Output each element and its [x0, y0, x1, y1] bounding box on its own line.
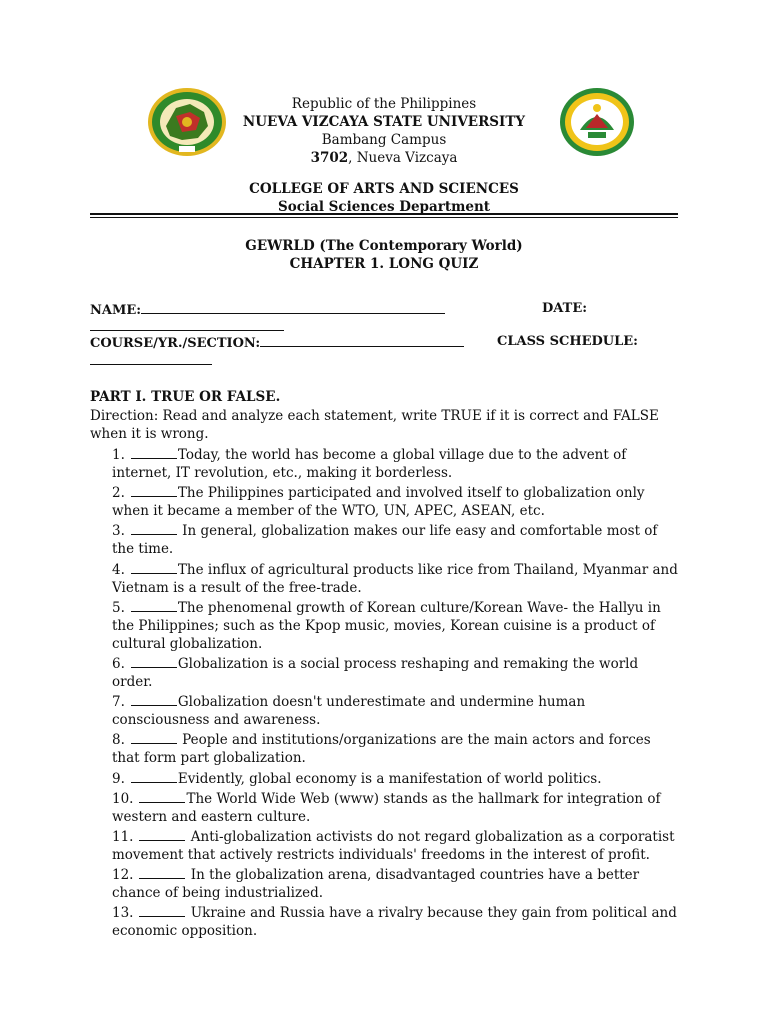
zip-code: 3702	[310, 150, 349, 166]
item-statement: Anti-globalization activists do not regard globalization as a corporatist movement that actively restricts individuals' freedoms in the interest of profit.	[112, 828, 675, 863]
answer-blank[interactable]	[131, 600, 177, 612]
answer-blank[interactable]	[131, 523, 177, 535]
list-item	[112, 484, 678, 520]
item-number: 6.	[112, 655, 125, 672]
department-header	[0, 180, 768, 216]
date-blank[interactable]	[90, 318, 284, 331]
item-number: 13.	[112, 905, 134, 922]
answer-blank[interactable]	[131, 447, 177, 459]
item-number: 4.	[112, 561, 125, 578]
department-name: Social Sciences Department	[277, 199, 491, 215]
schedule-blank-line[interactable]	[90, 352, 212, 369]
item-statement: Evidently, global economy is a manifestation of world politics.	[177, 770, 602, 787]
campus-line: Bambang Campus	[321, 132, 447, 148]
list-item	[112, 522, 678, 558]
item-statement: Globalization doesn't underestimate and undermine human consciousness and awareness.	[112, 694, 586, 729]
item-number: 3.	[112, 523, 125, 540]
answer-blank[interactable]	[139, 791, 185, 803]
header-divider-thick	[90, 213, 678, 215]
item-number: 11.	[112, 828, 134, 845]
item-statement: The phenomenal growth of Korean culture/Korean Wave- the Hallyu in the Philippines; such as the Kpop music, movies, Korean cuisine is a product of cultural globalization.	[112, 599, 661, 652]
answer-blank[interactable]	[139, 905, 185, 917]
schedule-label: CLASS SCHEDULE:	[497, 334, 638, 349]
list-item	[112, 731, 678, 767]
item-statement: The World Wide Web (www) stands as the hallmark for integration of western and eastern culture.	[112, 790, 661, 825]
province: , Nueva Vizcaya	[348, 150, 458, 166]
header-divider-thin	[90, 217, 678, 218]
list-item	[112, 770, 678, 788]
item-number: 9.	[112, 770, 125, 787]
college-name: COLLEGE OF ARTS AND SCIENCES	[249, 181, 519, 197]
true-false-list	[112, 446, 678, 942]
list-item	[112, 790, 678, 826]
item-number: 1.	[112, 447, 125, 463]
answer-blank[interactable]	[131, 485, 177, 497]
republic-line: Republic of the Philippines	[291, 96, 477, 112]
name-label: NAME:	[90, 303, 142, 318]
course-code: GEWRLD (The Contemporary World)	[245, 238, 523, 254]
name-blank[interactable]	[141, 301, 445, 314]
item-number: 2.	[112, 485, 125, 502]
answer-blank[interactable]	[139, 829, 185, 841]
answer-blank[interactable]	[131, 562, 177, 574]
item-statement: In the globalization arena, disadvantaged countries have a better chance of being industrialized.	[112, 867, 640, 902]
answer-blank[interactable]	[139, 867, 185, 879]
date-blank-line[interactable]	[90, 318, 284, 335]
part1-direction: Direction: Read and analyze each statement, write TRUE if it is correct and FALSE when it is wrong.	[90, 408, 659, 442]
list-item	[112, 446, 678, 482]
item-statement: The Philippines participated and involved itself to globalization only when it became a member of the WTO, UN, APEC, ASEAN, etc.	[112, 485, 645, 520]
schedule-blank[interactable]	[90, 352, 212, 365]
item-statement: Globalization is a social process reshaping and remaking the world order.	[112, 655, 639, 690]
schedule-field	[497, 334, 638, 349]
course-blank[interactable]	[260, 334, 464, 347]
date-label: DATE:	[542, 301, 588, 316]
date-field	[542, 301, 587, 316]
answer-blank[interactable]	[131, 656, 177, 668]
name-field[interactable]	[90, 301, 445, 318]
item-statement: Ukraine and Russia have a rivalry because they gain from political and economic opposition.	[112, 905, 677, 940]
address-line	[0, 149, 768, 167]
quiz-title-block	[0, 237, 768, 273]
item-number: 7.	[112, 694, 125, 711]
list-item	[112, 655, 678, 691]
part1-title: PART I. TRUE OR FALSE.	[90, 389, 281, 405]
item-statement: People and institutions/organizations are the main actors and forces that form part globalization.	[112, 732, 651, 767]
university-name: NUEVA VIZCAYA STATE UNIVERSITY	[242, 114, 526, 130]
item-statement: Today, the world has become a global village due to the advent of internet, IT revolution, etc., making it borderless.	[112, 447, 627, 481]
course-field[interactable]	[90, 334, 464, 351]
list-item	[112, 904, 678, 940]
course-label: COURSE/YR./SECTION:	[90, 336, 261, 351]
item-statement: The influx of agricultural products like rice from Thailand, Myanmar and Vietnam is a result of the free-trade.	[112, 561, 678, 596]
item-number: 12.	[112, 867, 134, 884]
item-statement: In general, globalization makes our life easy and comfortable most of the time.	[112, 523, 658, 558]
university-header	[0, 95, 768, 167]
list-item	[112, 828, 678, 864]
list-item	[112, 599, 678, 653]
item-number: 8.	[112, 732, 125, 749]
answer-blank[interactable]	[131, 771, 177, 783]
answer-blank[interactable]	[131, 694, 177, 706]
list-item	[112, 866, 678, 902]
quiz-title: CHAPTER 1. LONG QUIZ	[289, 256, 479, 272]
item-number: 5.	[112, 599, 125, 616]
list-item	[112, 693, 678, 729]
list-item	[112, 561, 678, 597]
item-number: 10.	[112, 790, 134, 807]
answer-blank[interactable]	[131, 732, 177, 744]
